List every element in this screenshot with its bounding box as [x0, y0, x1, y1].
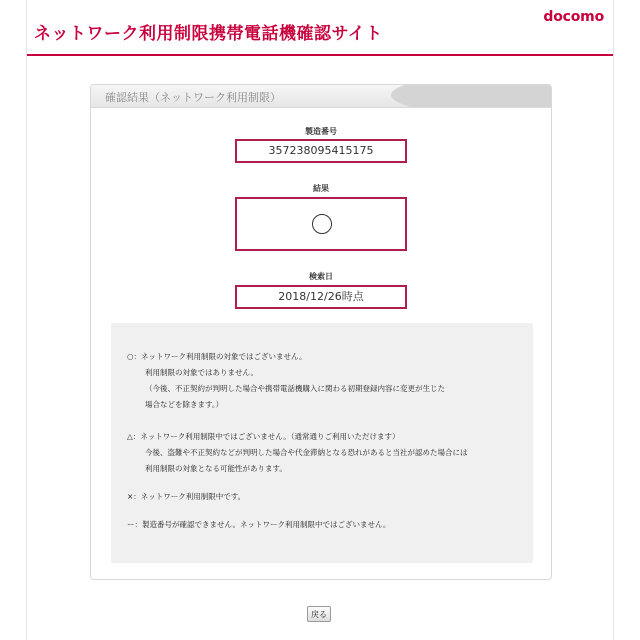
legend-line: 今後、盗難や不正契約などが判明した場合や代金滞納となる恐れがあると当社が認めた場合には — [145, 448, 468, 457]
search-date-value — [235, 285, 407, 309]
serial-number-text: 357238095415175 — [268, 144, 374, 157]
result-legend — [111, 323, 533, 563]
result-panel — [90, 84, 552, 580]
serial-number-value — [235, 139, 407, 163]
result-label: 結果 — [313, 184, 329, 193]
search-date-text: 2018/12/26時点 — [278, 290, 364, 303]
search-date-label: 検索日 — [309, 272, 333, 281]
legend-line: 利用制限の対象ではありません。 — [145, 368, 258, 377]
docomo-logo: docomo — [543, 9, 604, 25]
back-button[interactable]: 戻る — [307, 606, 331, 622]
legend-line: （今後、不正契約が判明した場合や携帯電話機購入に関わる初期登録内容に変更が生じた — [145, 384, 445, 393]
result-circle-icon — [312, 214, 332, 234]
panel-header — [91, 85, 551, 108]
legend-line-triangle: △：ネットワーク利用制限中ではございません。（通常通りご利用いただけます） — [127, 432, 400, 441]
serial-label: 製造番号 — [305, 127, 337, 136]
legend-line-circle: ○：ネットワーク利用制限の対象ではございません。 — [127, 352, 307, 361]
header-divider — [27, 54, 613, 56]
panel-header-decoration — [391, 85, 551, 108]
legend-line: 利用制限の対象となる可能性があります。 — [145, 464, 287, 473]
legend-line: 場合などを除きます。） — [145, 400, 224, 409]
panel-title: 確認結果（ネットワーク利用制限） — [105, 91, 281, 104]
site-title: ネットワーク利用制限携帯電話機確認サイト — [34, 24, 383, 44]
legend-line-dash: ー：製造番号が確認できません。ネットワーク利用制限中ではございません。 — [127, 520, 391, 529]
result-value-box — [235, 197, 407, 251]
legend-line-cross: ×：ネットワーク利用制限中です。 — [127, 492, 246, 501]
